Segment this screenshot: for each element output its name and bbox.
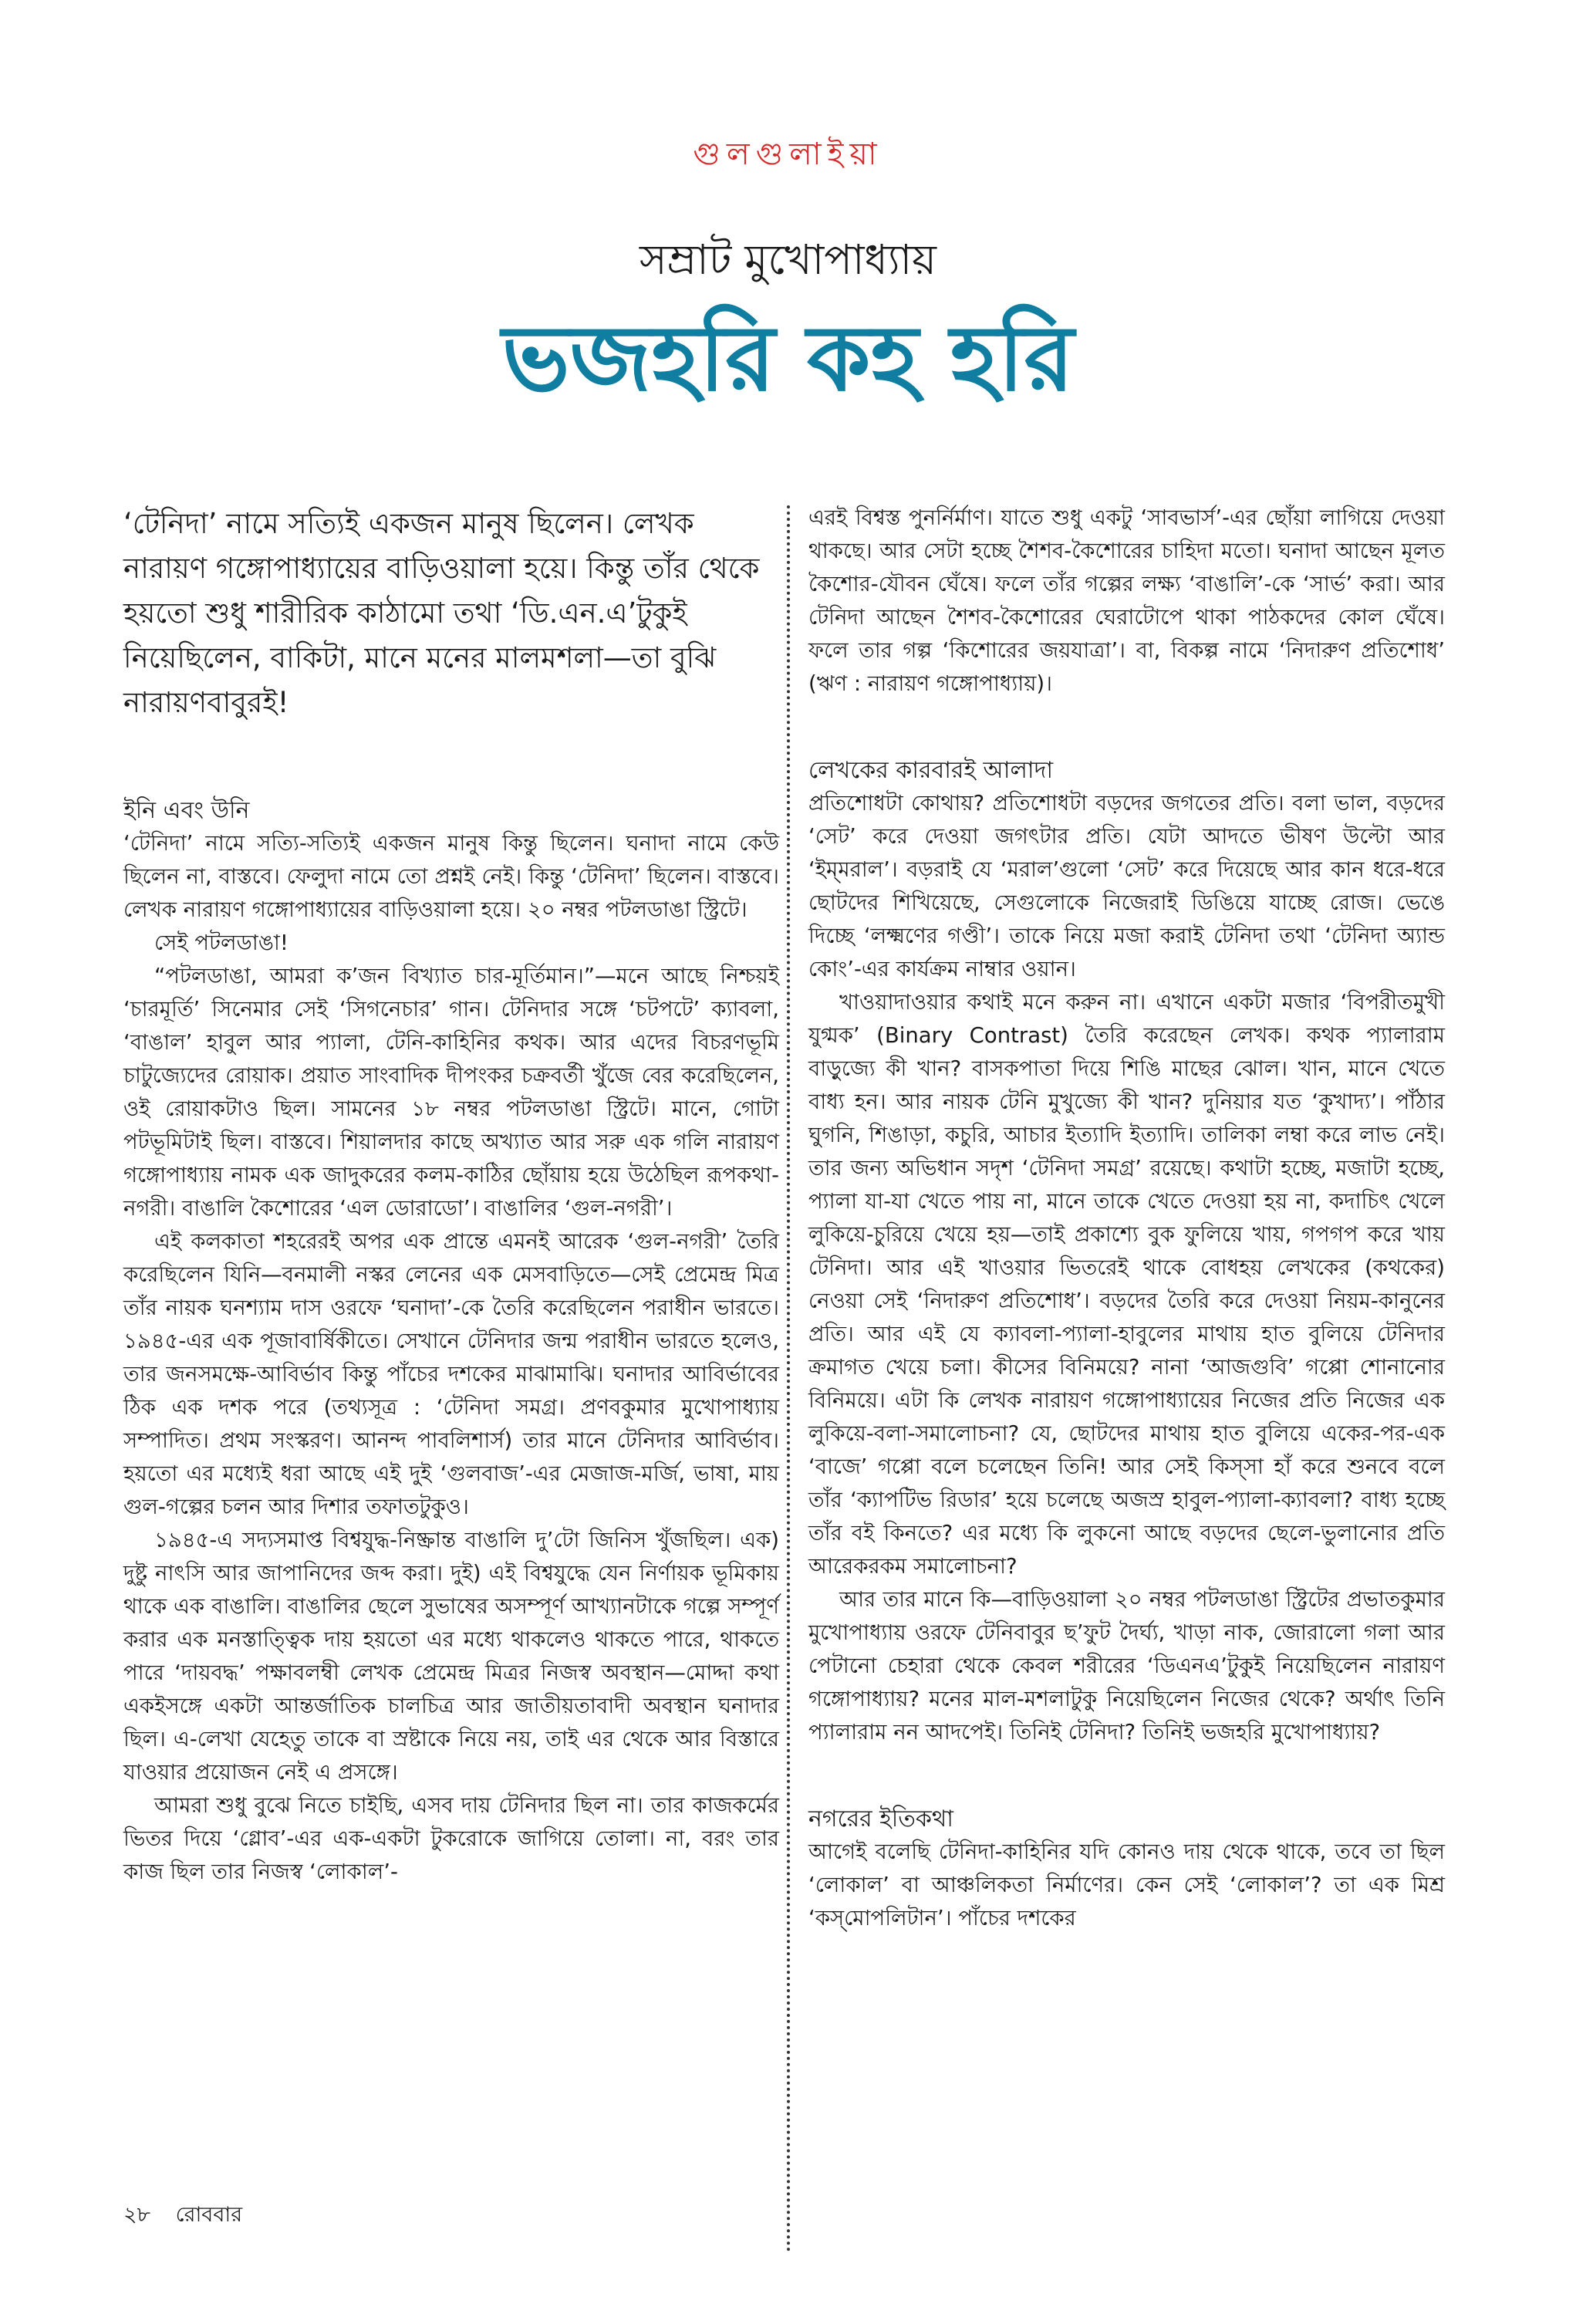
paragraph: আগেই বলেছি টেনিদা-কাহিনির যদি কোনও দায় থেকে থাকে, তবে তা ছিল ‘লোকাল’ বা আঞ্চলিকতা নির্মাণের। কেন সেই ‘লোকাল’? তা এক মিশ্র ‘কস্‌মোপলিটান’। পাঁচের দশকের: [808, 1839, 1445, 1930]
author-byline: সম্রাট মুখোপাধ্যায়: [640, 235, 936, 284]
paragraph: আমরা শুধু বুঝে নিতে চাইছি, এসব দায় টেনিদার ছিল না। তার কাজকর্মের ভিতর দিয়ে ‘গ্লোব’-এর এক-একটা টুকরোকে জাগিয়ে তোলা। না, বরং তার কাজ ছিল তার নিজস্ব ‘লোকাল’-: [123, 1793, 779, 1884]
left-column: [123, 502, 779, 1889]
paragraph: ১৯৪৫-এ সদ্যসমাপ্ত বিশ্বযুদ্ধ-নিষ্ক্রান্ত বাঙালি দু’টো জিনিস খুঁজছিল। এক) দুষ্টু নাৎসি আর জাপানিদের জব্দ করা। দুই) এই বিশ্বযুদ্ধে যেন নির্ণায়ক ভূমিকায় থাকে এক বাঙালি। বাঙালির ছেলে সুভাষের অসম্পূর্ণ আখ্যানটাকে গল্পে সম্পূর্ণ করার এক মনস্তাত্ত্বিক দায় হয়তো এর মধ্যে থাকলেও থাকতে পারে, থাকতে পারে ‘দায়বদ্ধ’ পক্ষাবলম্বী লেখক প্রেমেন্দ্র মিত্রর নিজস্ব অবস্থান—মোদ্দা কথা একইসঙ্গে একটা আন্তর্জাতিক চালচিত্র আর জাতীয়তাবাদী অবস্থান ঘনাদার ছিল। এ-লেখা যেহেতু তাকে বা স্রষ্টাকে নিয়ে নয়, তাই এর থেকে আর বিস্তারে যাওয়ার প্রয়োজন নেই এ প্রসঙ্গে।: [123, 1528, 779, 1785]
article-title: ভজহরি কহ হরি: [501, 305, 1075, 411]
section-heading-1: ইনি এবং উনি: [123, 797, 250, 824]
column-divider: [787, 505, 790, 2253]
paragraph: সেই পটলডাঙা!: [154, 931, 289, 955]
right-column: [808, 502, 1445, 1935]
paragraph: “পটলডাঙা, আমরা ক’জন বিখ্যাত চার-মূর্তিমান।”—মনে আছে নিশ্চয়ই ‘চারমূর্তি’ সিনেমার সেই ‘সিগনেচার’ গান। টেনিদার সঙ্গে ‘চটপটে’ ক্যাবলা, ‘বাঙাল’ হাবুল আর প্যালা, টেনি-কাহিনির কথক। আর এদের বিচরণভূমি চাটুজ্যেদের রোয়াক। প্রয়াত সাংবাদিক দীপংকর চক্রবর্তী খুঁজে বের করেছিলেন, ওই রোয়াকটাও ছিল। সামনের ১৮ নম্বর পটলডাঙা স্ট্রিটে। মানে, গোটা পটভূমিটাই ছিল। বাস্তবে। শিয়ালদার কাছে অখ্যাত আর সরু এক গলি নারায়ণ গঙ্গোপাধ্যায় নামক এক জাদুকরের কলম-কাঠির ছোঁয়ায় হয়ে উঠেছিল রূপকথা-নগরী। বাঙালি কৈশোরের ‘এল ডোরাডো’। বাঙালির ‘গুল-নগরী’।: [123, 964, 779, 1221]
paragraph: ‘টেনিদা’ নামে সত্যি-সত্যিই একজন মানুষ কিন্তু ছিলেন। ঘনাদা নামে কেউ ছিলেন না, বাস্তবে। ফেলুদা নামে তো প্রশ্নই নেই। কিন্তু ‘টেনিদা’ ছিলেন। বাস্তবে। লেখক নারায়ণ গঙ্গোপাধ্যায়ের বাড়িওয়ালা হয়ে। ২০ নম্বর পটলডাঙা স্ট্রিটে।: [123, 831, 779, 922]
paragraph-continuation: এরই বিশ্বস্ত পুনর্নির্মাণ। যাতে শুধু একটু ‘সাবভার্স’-এর ছোঁয়া লাগিয়ে দেওয়া থাকছে। আর সেটা হচ্ছে শৈশব-কৈশোরের চাহিদা মতো। ঘনাদা আছেন মূলত কৈশোর-যৌবন ঘেঁষে। ফলে তাঁর গল্পের লক্ষ্য ‘বাঙালি’-কে ‘সার্ভ’ করা। আর টেনিদা আছেন শৈশব-কৈশোরের ঘেরাটোপে থাকা পাঠকদের কোল ঘেঁষে। ফলে তার গল্প ‘কিশোরের জয়যাত্রা’। বা, বিকল্প নামে ‘নিদারুণ প্রতিশোধ’ (ঋণ : নারায়ণ গঙ্গোপাধ্যায়)।: [808, 505, 1445, 696]
paragraph: প্রতিশোধটা কোথায়? প্রতিশোধটা বড়দের জগতের প্রতি। বলা ভাল, বড়দের ‘সেট’ করে দেওয়া জগৎটার প্রতি। যেটা আদতে ভীষণ উল্টো আর ‘ইম্‌মরাল’। বড়রাই যে ‘মরাল’গুলো ‘সেট’ করে দিয়েছে আর কান ধরে-ধরে ছোটদের শিখিয়েছে, সেগুলোকে নিজেরাই ডিঙিয়ে যাচ্ছে রোজ। ভেঙে দিচ্ছে ‘লক্ষ্মণের গণ্ডী’। তাকে নিয়ে মজা করাই টেনিদা তথা ‘টেনিদা অ্যান্ড কোং’-এর কার্যক্রম নাম্বার ওয়ান।: [808, 791, 1445, 981]
page-footer: [123, 2199, 261, 2234]
paragraph: এই কলকাতা শহরেরই অপর এক প্রান্তে এমনই আরেক ‘গুল-নগরী’ তৈরি করেছিলেন যিনি—বনমালী নস্কর লেনের এক মেসবাড়িতে—সেই প্রেমেন্দ্র মিত্র তাঁর নায়ক ঘনশ্যাম দাস ওরফে ‘ঘনাদা’-কে তৈরি করেছিলেন পরাধীন ভারতে। ১৯৪৫-এর এক পূজাবার্ষিকীতে। সেখানে টেনিদার জন্ম পরাধীন ভারতে হলেও, তার জনসমক্ষে-আবির্ভাব কিন্তু পাঁচের দশকের মাঝামাঝি। ঘনাদার আবির্ভাবের ঠিক এক দশক পরে (তথ্যসূত্র : ‘টেনিদা সমগ্র। প্রণবকুমার মুখোপাধ্যায় সম্পাদিত। প্রথম সংস্করণ। আনন্দ পাবলিশার্স) তার মানে টেনিদার আবির্ভাব। হয়তো এর মধ্যেই ধরা আছে এই দুই ‘গুলবাজ’-এর মেজাজ-মর্জি, ভাষা, মায় গুল-গল্পের চলন আর দিশার তফাতটুকুও।: [123, 1229, 779, 1519]
paragraph: আর তার মানে কি—বাড়িওয়ালা ২০ নম্বর পটলডাঙা স্ট্রিটের প্রভাতকুমার মুখোপাধ্যায় ওরফে টেনিবাবুর ছ’ফুট দৈর্ঘ্য, খাড়া নাক, জোরালো গলা আর পেটানো চেহারা থেকে কেবল শরীরের ‘ডিএনএ’টুকুই নিয়েছিলেন নারায়ণ গঙ্গোপাধ্যায়? মনের মাল-মশলাটুকু নিয়েছিলেন নিজের থেকে? অর্থাৎ তিনি প্যালারাম নন আদপেই। তিনিই টেনিদা? তিনিই ভজহরি মুখোপাধ্যায়?: [808, 1587, 1445, 1745]
intro-standfirst: ‘টেনিদা’ নামে সত্যিই একজন মানুষ ছিলেন। লেখক নারায়ণ গঙ্গোপাধ্যায়ের বাড়িওয়ালা হয়ে। কিন্তু তাঁর থেকে হয়তো শুধু শারীরিক কাঠামো তথা ‘ডি.এন.এ’টুকুই নিয়েছিলেন, বাকিটা, মানে মনের মালমশলা—তা বুঝি নারায়ণবাবুরই!: [123, 507, 760, 719]
section-tag: গুলগুলাইয়া: [693, 137, 883, 172]
publication-name: রোববার: [175, 2203, 243, 2227]
section-heading-2: লেখকের কারবারই আলাদা: [808, 757, 1054, 784]
page-number: ২৮: [123, 2203, 151, 2227]
paragraph: খাওয়াদাওয়ার কথাই মনে করুন না। এখানে একটা মজার ‘বিপরীতমুখী যুগ্মক’ (Binary Contrast) তৈরি করেছেন লেখক। কথক প্যালারাম বাড়ুজ্যে কী খান? বাসকপাতা দিয়ে শিঙি মাছের ঝোল। খান, মানে খেতে বাধ্য হন। আর নায়ক টেনি মুখুজ্যে কী খান? দুনিয়ার যত ‘কুখাদ্য’। পাঁঠার ঘুগনি, শিঙাড়া, কচুরি, আচার ইত্যাদি ইত্যাদি। তালিকা লম্বা করে লাভ নেই। তার জন্য অভিধান সদৃশ ‘টেনিদা সমগ্র’ রয়েছে। কথাটা হচ্ছে, মজাটা হচ্ছে, প্যালা যা-যা খেতে পায় না, মানে তাকে খেতে দেওয়া হয় না, কদাচিৎ খেলে লুকিয়ে-চুরিয়ে খেয়ে হয়—তাই প্রকাশ্যে বুক ফুলিয়ে খায়, গপগপ করে খায় টেনিদা। আর এই খাওয়ার ভিতরেই থাকে বোধহয় লেখকের (কথকের) নেওয়া সেই ‘নিদারুণ প্রতিশোধ’। বড়দের তৈরি করে দেওয়া নিয়ম-কানুনের প্রতি। আর এই যে ক্যাবলা-প্যালা-হাবুলের মাথায় হাত বুলিয়ে টেনিদার ক্রমাগত খেয়ে চলা। কীসের বিনিময়ে? নানা ‘আজগুবি’ গপ্পো শোনানোর বিনিময়ে। এটা কি লেখক নারায়ণ গঙ্গোপাধ্যায়ের নিজের প্রতি নিজের এক লুকিয়ে-বলা-সমালোচনা? যে, ছোটদের মাথায় হাত বুলিয়ে একের-পর-এক ‘বাজে’ গপ্পো বলে চলেছেন তিনি! আর সেই কিস্‌সা হাঁ করে শুনবে বলে তাঁর ‘ক্যাপটিভ রিডার’ হয়ে চলেছে অজস্র হাবুল-প্যালা-ক্যাবলা? বাধ্য হচ্ছে তাঁর বই কিনতে? এর মধ্যে কি লুকনো আছে বড়দের ছেলে-ভুলানোর প্রতি আরেকরকম সমালোচনা?: [808, 990, 1445, 1579]
section-heading-3: নগরের ইতিকথা: [808, 1805, 953, 1833]
